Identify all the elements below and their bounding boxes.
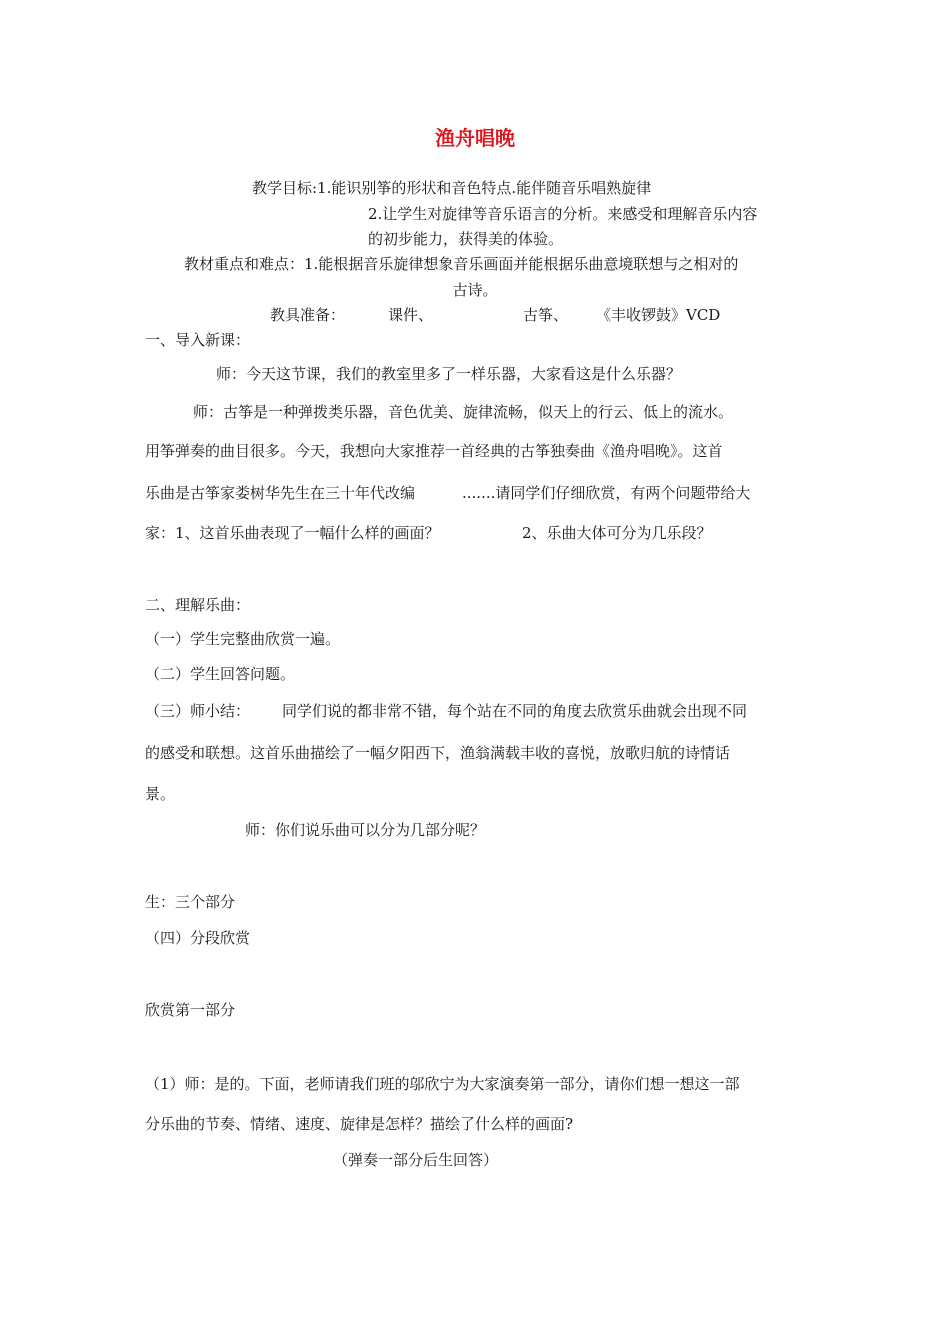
section-1-heading: 一、导入新课：: [145, 331, 251, 349]
student-answer: 生：三个部分: [145, 893, 236, 911]
part-1-note: （弹奏一部分后生回答）: [333, 1151, 499, 1169]
materials-item-3: 《丰收锣鼓》VCD: [596, 306, 721, 324]
section-1-paragraph-2-line-1: 师：古筝是一种弹拨类乐器，音色优美、旋律流畅，似天上的行云、低上的流水。: [193, 403, 734, 421]
section-1-paragraph-2-line-4a: 家：1、这首乐曲表现了一幅什么样的画面？: [145, 524, 440, 542]
section-2-step-3-label: （三）师小结：: [145, 702, 251, 720]
materials-label: 教具准备：: [270, 306, 346, 324]
section-2-step-4: （四）分段欣赏: [145, 929, 251, 947]
section-1-paragraph-2-line-3a: 乐曲是古筝家娄树华先生在三十年代改编: [145, 484, 416, 502]
section-2-step-1: （一）学生完整曲欣赏一遍。: [145, 630, 341, 648]
key-points-line-2: 古诗。: [452, 281, 498, 299]
document-title: 渔舟唱晚: [435, 126, 515, 150]
part-1-heading: 欣赏第一部分: [145, 1001, 236, 1019]
key-points-line-1: 教材重点和难点：1.能根据音乐旋律想象音乐画面并能根据乐曲意境联想与之相对的: [184, 255, 739, 273]
section-1-paragraph-2-line-3b: .......请同学们仔细欣赏，有两个问题带给大: [462, 484, 751, 502]
part-1-paragraph-line-1: （1）师：是的。下面，老师请我们班的邬欣宁为大家演奏第一部分，请你们想一想这一部: [145, 1075, 740, 1093]
materials-item-1: 课件、: [388, 306, 434, 324]
section-2-step-3-line-3: 景。: [145, 785, 176, 803]
section-1-paragraph-2-line-2: 用筝弹奏的曲目很多。今天，我想向大家推荐一首经典的古筝独奏曲《渔舟唱晚》。这首: [145, 442, 723, 460]
objectives-line-3: 的初步能力，获得美的体验。: [368, 230, 564, 248]
section-2-heading: 二、理解乐曲：: [145, 596, 251, 614]
section-2-step-3-line-1: 同学们说的都非常不错，每个站在不同的角度去欣赏乐曲就会出现不同: [282, 702, 748, 720]
part-1-paragraph-line-2: 分乐曲的节奏、情绪、速度、旋律是怎样？描绘了什么样的画面?: [145, 1115, 574, 1133]
section-1-paragraph-1: 师：今天这节课，我们的教室里多了一样乐器，大家看这是什么乐器？: [216, 365, 682, 383]
objectives-line-1: 教学目标:1.能识别筝的形状和音色特点.能伴随音乐唱熟旋律: [252, 179, 652, 197]
section-1-paragraph-2-line-4b: 2、乐曲大体可分为几乐段？: [522, 524, 712, 542]
materials-item-2: 古筝、: [523, 306, 569, 324]
section-2-step-2: （二）学生回答问题。: [145, 665, 296, 683]
section-2-step-3-line-2: 的感受和联想。这首乐曲描绘了一幅夕阳西下，渔翁满载丰收的喜悦，放歌归航的诗情话: [145, 744, 731, 762]
objectives-line-2: 2.让学生对旋律等音乐语言的分析。来感受和理解音乐内容: [368, 205, 758, 223]
teacher-question: 师：你们说乐曲可以分为几部分呢？: [245, 821, 486, 839]
